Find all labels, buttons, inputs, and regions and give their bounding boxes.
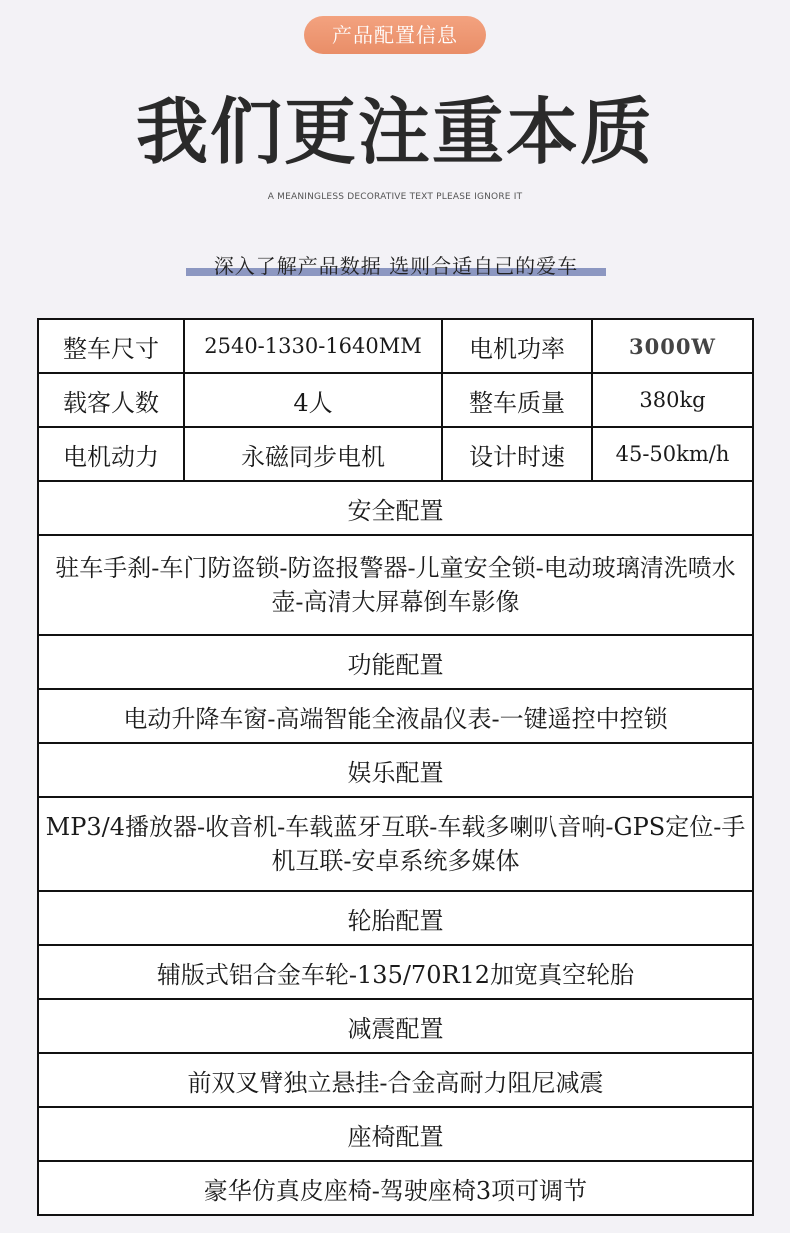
spec-value: 3000W [592, 319, 753, 373]
section-title-row [38, 891, 753, 945]
section-title-row [38, 635, 753, 689]
section-title: 安全配置 [38, 481, 753, 535]
spec-value: 4人 [184, 373, 442, 427]
section-title-row [38, 999, 753, 1053]
section-content-row [38, 797, 753, 891]
section-title: 轮胎配置 [38, 891, 753, 945]
section-content: 驻车手刹-车门防盗锁-防盗报警器-儿童安全锁-电动玻璃清洗喷水壶-高清大屏幕倒车影像 [38, 535, 753, 635]
section-title: 减震配置 [38, 999, 753, 1053]
section-content-row [38, 1161, 753, 1215]
section-content: 辅版式铝合金车轮-135/70R12加宽真空轮胎 [38, 945, 753, 999]
subtitle: 深入了解产品数据 选则合适自己的爱车 [213, 254, 579, 278]
spec-label: 载客人数 [38, 373, 184, 427]
spec-row [38, 319, 753, 373]
section-content: MP3/4播放器-收音机-车载蓝牙互联-车载多喇叭音响-GPS定位-手机互联-安卓系统多媒体 [38, 797, 753, 891]
section-content-row [38, 689, 753, 743]
spec-value: 永磁同步电机 [184, 427, 442, 481]
spec-label: 电机动力 [38, 427, 184, 481]
spec-row [38, 427, 753, 481]
section-content-row [38, 945, 753, 999]
section-content-row [38, 535, 753, 635]
section-title: 娱乐配置 [38, 743, 753, 797]
spec-value: 45-50km/h [592, 427, 753, 481]
section-title-row [38, 1107, 753, 1161]
spec-value: 2540-1330-1640MM [184, 319, 442, 373]
spec-row [38, 373, 753, 427]
section-title-row [38, 481, 753, 535]
spec-label: 设计时速 [442, 427, 592, 481]
spec-table [37, 318, 754, 1216]
spec-label: 电机功率 [442, 319, 592, 373]
section-title: 座椅配置 [38, 1107, 753, 1161]
section-content: 豪华仿真皮座椅-驾驶座椅3项可调节 [38, 1161, 753, 1215]
decorative-text: A MEANINGLESS DECORATIVE TEXT PLEASE IGNORE IT [267, 192, 523, 202]
section-content: 前双叉臂独立悬挂-合金高耐力阻尼减震 [38, 1053, 753, 1107]
spec-label: 整车质量 [442, 373, 592, 427]
section-title: 功能配置 [38, 635, 753, 689]
spec-label: 整车尺寸 [38, 319, 184, 373]
headline: 我们更注重本质 [135, 90, 654, 174]
config-info-badge: 产品配置信息 [304, 16, 486, 54]
subtitle-block [186, 252, 606, 280]
section-title-row [38, 743, 753, 797]
section-content: 电动升降车窗-高端智能全液晶仪表-一键遥控中控锁 [38, 689, 753, 743]
section-content-row [38, 1053, 753, 1107]
spec-value: 380kg [592, 373, 753, 427]
